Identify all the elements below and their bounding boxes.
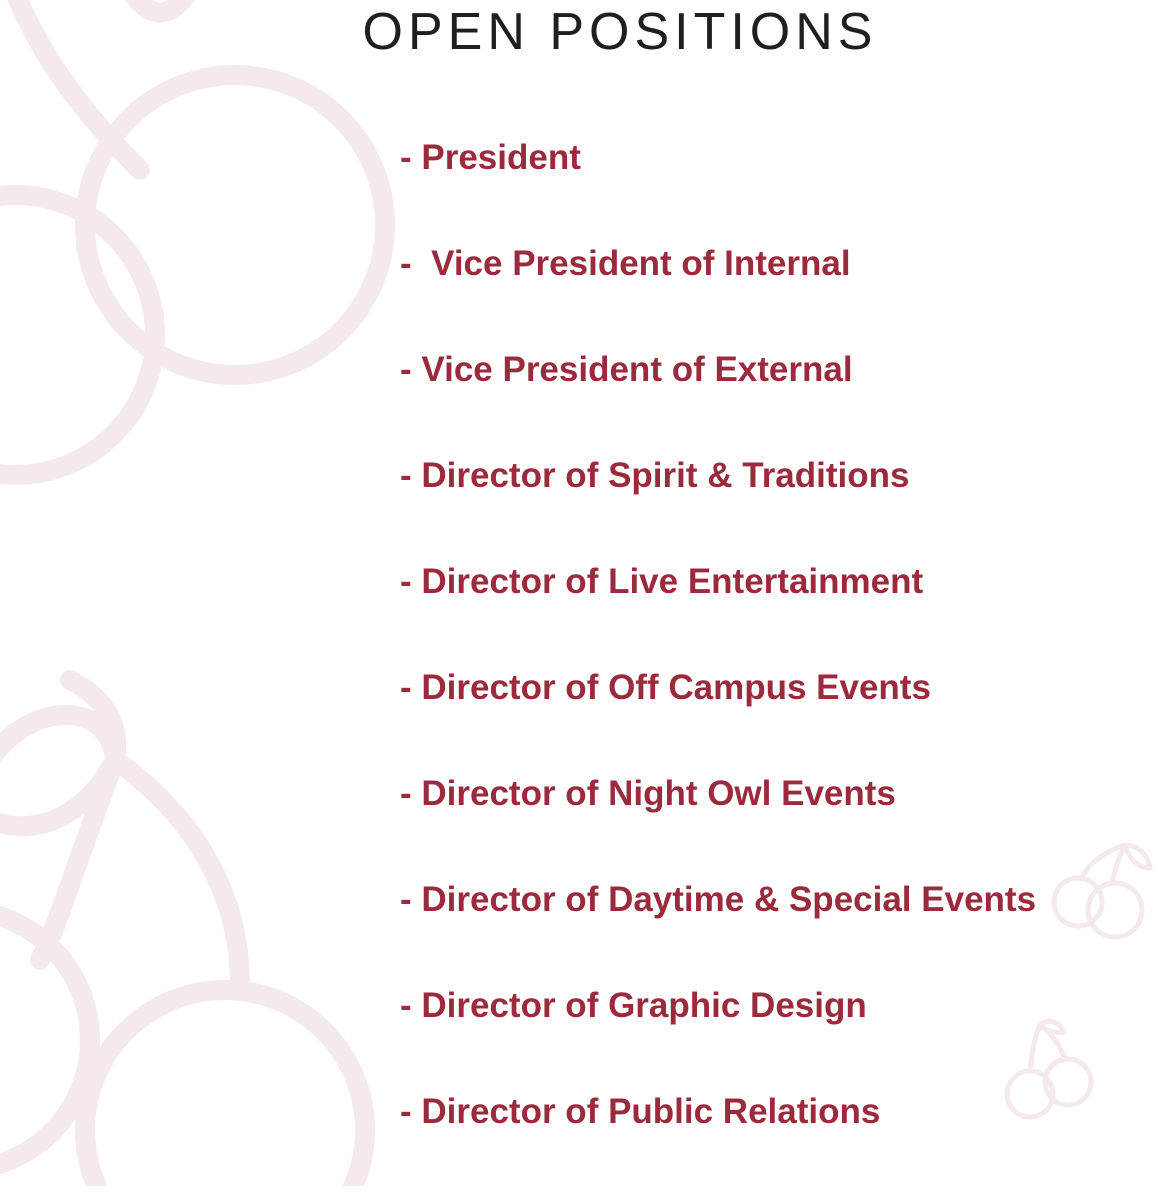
page-title: OPEN POSITIONS xyxy=(362,3,878,61)
list-item: - Director of Night Owl Events xyxy=(400,774,896,813)
positions-list xyxy=(400,132,1036,1192)
list-item: - Director of Spirit & Traditions xyxy=(400,456,910,495)
cherry-icon xyxy=(0,680,365,1186)
list-item: - Vice President of Internal xyxy=(400,244,851,283)
list-item: - Director of Off Campus Events xyxy=(400,668,931,707)
list-item: - Vice President of External xyxy=(400,350,853,389)
list-item: - Director of Public Relations xyxy=(400,1092,881,1131)
cherry-icon xyxy=(0,0,385,475)
small-cherry-icon xyxy=(1054,845,1150,937)
list-item: - Director of Daytime & Special Events xyxy=(400,880,1037,919)
list-item: - President xyxy=(400,138,581,177)
list-item: - Director of Graphic Design xyxy=(400,986,867,1025)
list-item: - Director of Live Entertainment xyxy=(400,562,924,601)
